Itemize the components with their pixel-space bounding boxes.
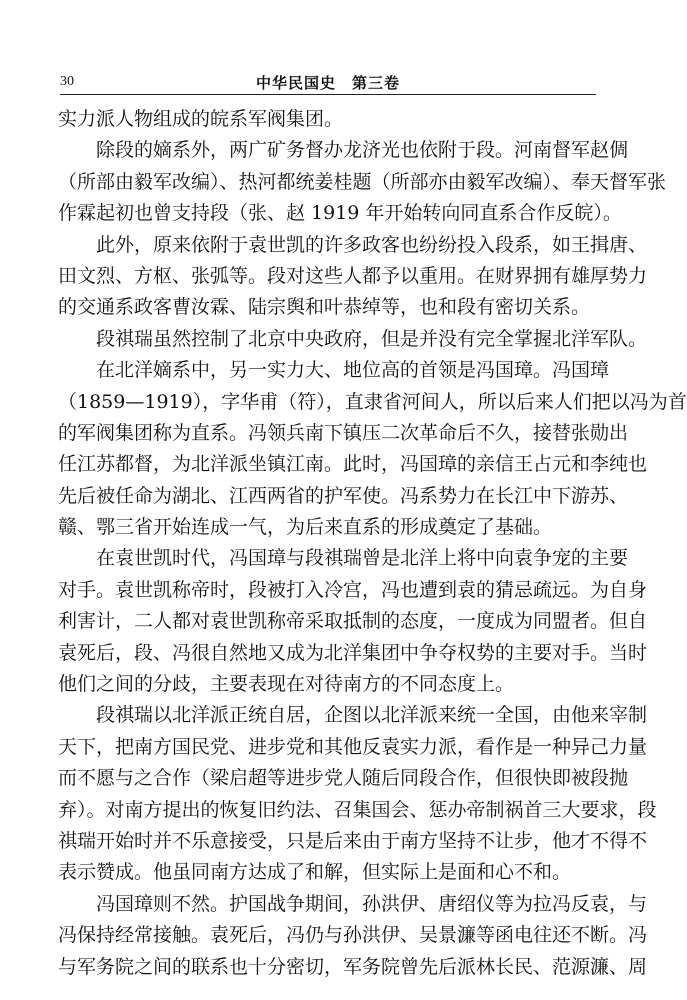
text-line: 段祺瑞以北洋派正统自居，企图以北洋派来统一全国，由他来宰制 xyxy=(96,704,648,727)
running-title: 中华民国史 第三卷 xyxy=(255,74,400,92)
text-line: 的交通系政客曹汝霖、陆宗舆和叶恭绰等，也和段有密切关系。 xyxy=(58,296,591,319)
text-line: （1859—1919），字华甫（符），直隶省河间人，所以后来人们把以冯为首 xyxy=(58,390,687,413)
text-line: 他们之间的分歧，主要表现在对待南方的不同态度上。 xyxy=(58,673,515,696)
text-line: 冯保持经常接触。袁死后，冯仍与孙洪伊、吴景濂等函电往还不断。冯 xyxy=(58,924,648,947)
running-header xyxy=(60,70,596,95)
text-line: 祺瑞开始时并不乐意接受，只是后来由于南方坚持不让步，他才不得不 xyxy=(58,829,648,852)
text-line: 作霖起初也曾支持段（张、赵 1919 年开始转向同直系合作反皖）。 xyxy=(58,202,622,225)
text-line: 赣、鄂三省开始连成一气，为后来直系的形成奠定了基础。 xyxy=(58,516,553,539)
body-text xyxy=(58,104,687,983)
text-line: 在北洋嫡系中，另一实力大、地位高的首领是冯国璋。冯国璋 xyxy=(96,359,610,382)
text-line: 而不愿与之合作（梁启超等进步党人随后同段合作，但很快即被段抛 xyxy=(58,767,629,790)
text-line: 袁死后，段、冯很自然地又成为北洋集团中争夺权势的主要对手。当时 xyxy=(58,641,648,664)
text-line: 冯国璋则不然。护国战争期间，孙洪伊、唐绍仪等为拉冯反袁，与 xyxy=(96,892,648,915)
text-line: 利害计，二人都对袁世凯称帝采取抵制的态度，一度成为同盟者。但自 xyxy=(58,610,648,633)
text-line: 对手。袁世凯称帝时，段被打入冷宫，冯也遭到袁的猜忌疏远。为自身 xyxy=(58,578,648,601)
text-line: 除段的嫡系外，两广矿务督办龙济光也依附于段。河南督军赵倜 xyxy=(96,139,629,162)
text-line: 任江苏都督，为北洋派坐镇江南。此时，冯国璋的亲信王占元和李纯也 xyxy=(58,453,648,476)
text-line: 表示赞成。他虽同南方达成了和解，但实际上是面和心不和。 xyxy=(58,861,572,884)
text-line: 段祺瑞虽然控制了北京中央政府，但是并没有完全掌握北洋军队。 xyxy=(96,327,648,350)
text-line: 弃）。对南方提出的恢复旧约法、召集国会、惩办帝制祸首三大要求，段 xyxy=(58,798,657,821)
text-line: 与军务院之间的联系也十分密切，军务院曾先后派林长民、范源濂、周 xyxy=(58,955,648,978)
page-number: 30 xyxy=(60,74,74,89)
text-line: 田文烈、方枢、张弧等。段对这些人都予以重用。在财界拥有雄厚势力 xyxy=(58,264,648,287)
text-line: 在袁世凯时代，冯国璋与段祺瑞曾是北洋上将中向袁争宠的主要 xyxy=(96,547,629,570)
text-line: 天下，把南方国民党、进步党和其他反袁实力派，看作是一种异己力量 xyxy=(58,735,648,758)
text-line: 实力派人物组成的皖系军阀集团。 xyxy=(58,108,344,130)
text-line: 此外，原来依附于袁世凯的许多政客也纷纷投入段系，如王揖唐、 xyxy=(96,233,648,256)
text-line: 先后被任命为湖北、江西两省的护军使。冯系势力在长江中下游苏、 xyxy=(58,484,629,507)
text-line: （所部由毅军改编）、热河都统姜桂题（所部亦由毅军改编）、奉天督军张 xyxy=(58,170,667,193)
text-line: 的军阀集团称为直系。冯领兵南下镇压二次革命后不久，接替张勋出 xyxy=(58,421,629,444)
